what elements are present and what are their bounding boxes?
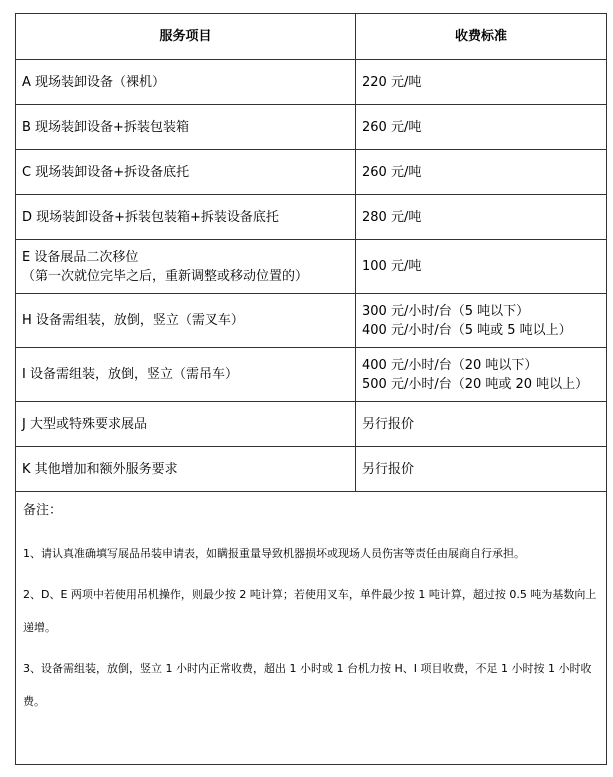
fee-standard-cell: [356, 240, 607, 294]
table-row: [16, 240, 607, 294]
fee-standard-cell: [356, 294, 607, 348]
fee-standard-cell: [356, 348, 607, 402]
table-row: [16, 195, 607, 240]
fee-standard-cell: [356, 195, 607, 240]
table-row: [16, 402, 607, 447]
note-item-2: 2、D、E 两项中若使用吊机操作，则最少按 2 吨计算；若使用叉车，单件最少按 1 吨计算，超过按 0.5 吨为基数向上递增。: [23, 588, 597, 634]
fee-standard-text: 300 元/小时/台（5 吨以下）: [362, 303, 530, 319]
note-item-1: 1、请认真准确填写展品吊装申请表，如瞒报重量导致机器损坏或现场人员伤害等责任由展商自行承担。: [23, 547, 525, 560]
fee-standard-cell: [356, 105, 607, 150]
service-item-text: C 现场装卸设备+拆设备底托: [22, 164, 190, 180]
fee-standard-text: 100 元/吨: [362, 259, 422, 274]
fee-standard-text: 另行报价: [362, 461, 415, 477]
fee-table-body: [16, 60, 607, 492]
service-item-text: A 现场装卸设备（裸机）: [22, 74, 166, 90]
service-item-text: E 设备展品二次移位: [22, 249, 139, 265]
table-row: [16, 150, 607, 195]
fee-standard-cell: [356, 150, 607, 195]
fee-standard-text: 280 元/吨: [362, 209, 422, 225]
service-fee-table: [15, 13, 607, 765]
fee-standard-text: 400 元/小时/台（5 吨或 5 吨以上）: [362, 322, 572, 338]
table-row: [16, 447, 607, 492]
fee-standard-text: 260 元/吨: [362, 119, 422, 135]
table-row: [16, 294, 607, 348]
fee-standard-cell: [356, 402, 607, 447]
table-header-row: [16, 14, 607, 60]
service-item-text: J 大型或特殊要求展品: [22, 416, 147, 432]
service-item-cell: [16, 195, 356, 240]
notes-title: 备注：: [23, 503, 63, 518]
fee-standard-cell: [356, 447, 607, 492]
service-item-text: K 其他增加和额外服务要求: [22, 461, 178, 477]
table-row: [16, 60, 607, 105]
fee-standard-text: 260 元/吨: [362, 164, 422, 180]
fee-standard-text: 220 元/吨: [362, 74, 422, 90]
service-item-cell: [16, 105, 356, 150]
fee-standard-text: 500 元/小时/台（20 吨或 20 吨以上）: [362, 376, 589, 392]
service-item-cell: [16, 294, 356, 348]
notes-cell: [16, 492, 607, 765]
notes-row: [16, 492, 607, 765]
fee-standard-cell: [356, 60, 607, 105]
table-row: [16, 348, 607, 402]
header-service-item: 服务项目: [16, 14, 356, 60]
service-item-cell: [16, 348, 356, 402]
service-item-text: B 现场装卸设备+拆装包装箱: [22, 119, 189, 135]
service-item-text: I 设备需组装，放倒，竖立（需吊车）: [22, 367, 238, 382]
service-item-cell: [16, 402, 356, 447]
fee-standard-text: 400 元/小时/台（20 吨以下）: [362, 357, 538, 373]
fee-standard-text: 另行报价: [362, 416, 415, 432]
service-item-cell: [16, 447, 356, 492]
header-fee-standard: 收费标准: [356, 14, 607, 60]
service-item-text: （第一次就位完毕之后，重新调整或移动位置的）: [22, 268, 309, 284]
service-item-cell: [16, 240, 356, 294]
service-item-text: H 设备需组装，放倒，竖立（需叉车）: [22, 313, 244, 328]
service-item-cell: [16, 60, 356, 105]
table-row: [16, 105, 607, 150]
service-item-cell: [16, 150, 356, 195]
service-item-text: D 现场装卸设备+拆装包装箱+拆装设备底托: [22, 209, 279, 225]
note-item-3: 3、设备需组装，放倒，竖立 1 小时内正常收费，超出 1 小时或 1 台机力按 H、I 项目收费，不足 1 小时按 1 小时收费。: [23, 662, 592, 708]
